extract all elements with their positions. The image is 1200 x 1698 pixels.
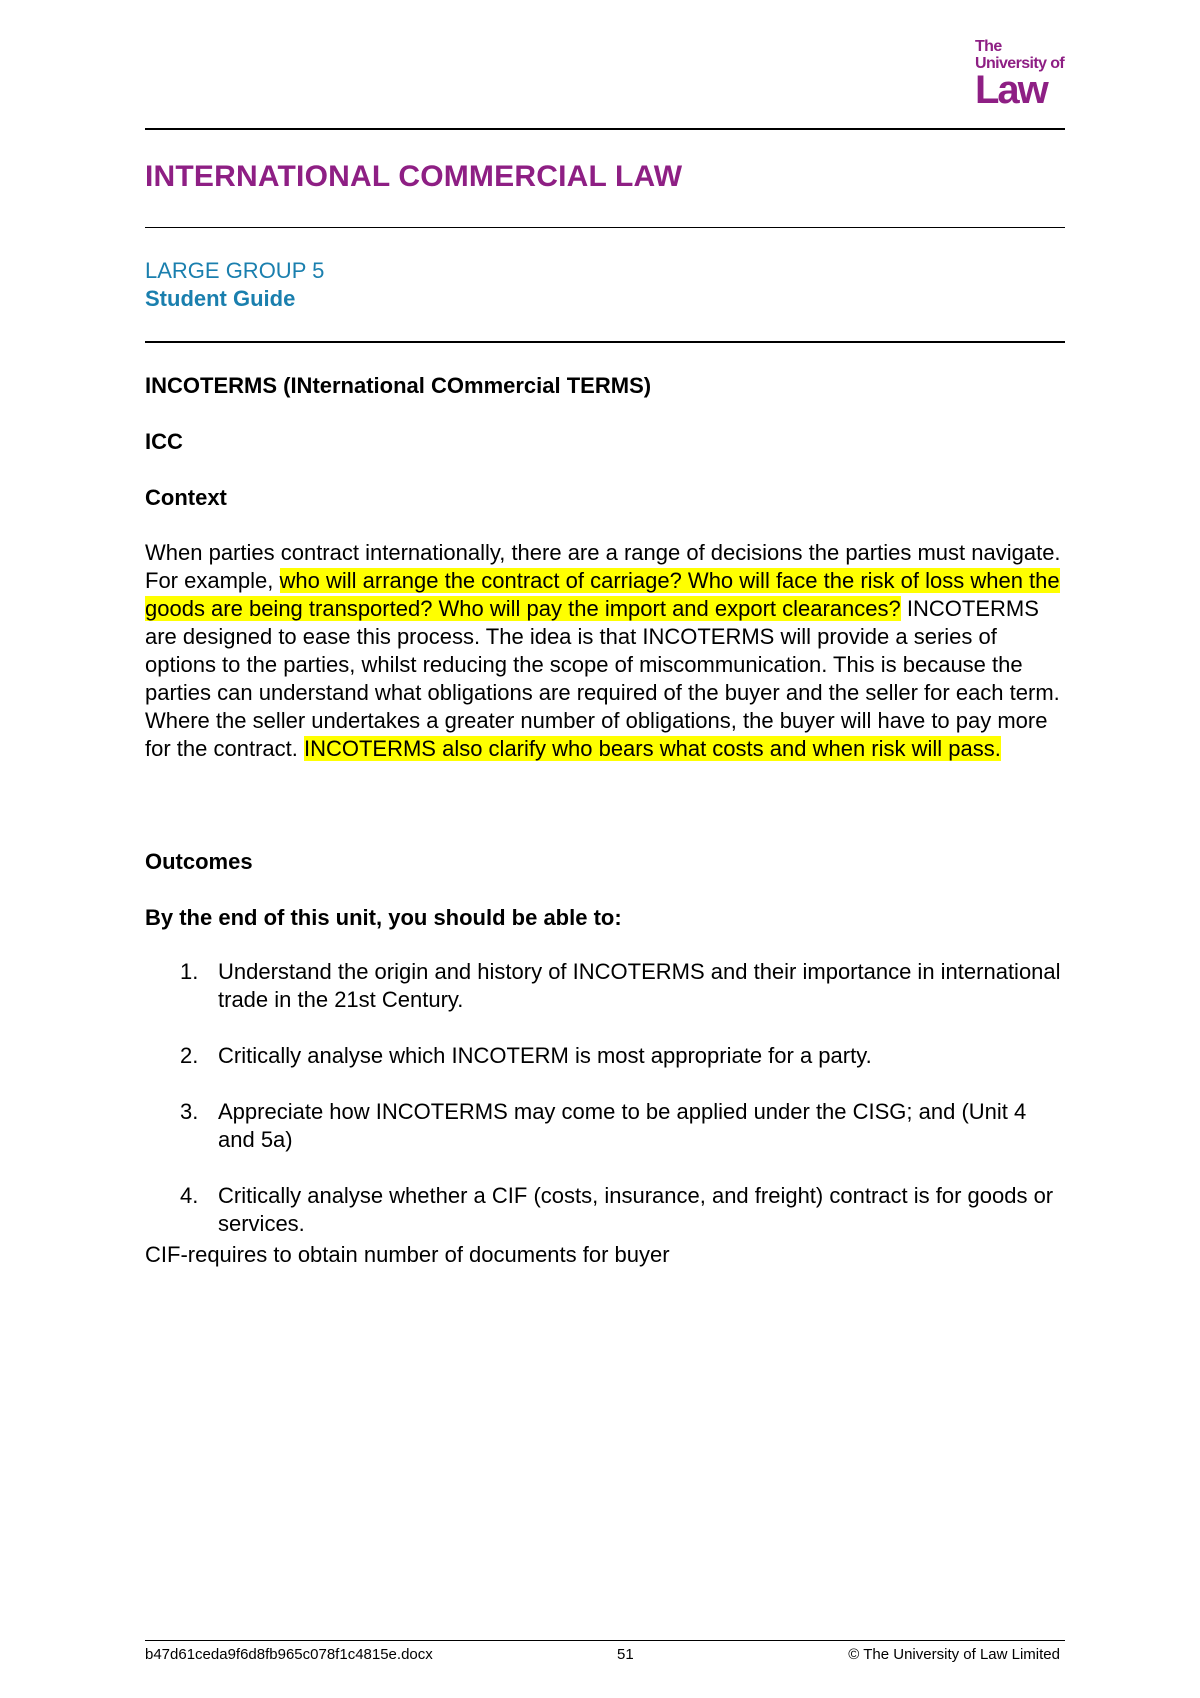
footer-rule: [145, 1640, 1065, 1641]
outcome-item: [145, 1098, 1065, 1154]
icc-heading: ICC: [145, 429, 183, 454]
outcome-item: [145, 958, 1065, 1014]
incoterms-heading: INCOTERMS (INternational COmmercial TERMS): [145, 373, 652, 398]
outcome-number: 2.: [180, 1043, 199, 1068]
context-text-1: When parties contract internationally, there are a range of decisions the parties must navigate. For example,: [145, 540, 1061, 593]
university-of-law-logo: [975, 38, 1067, 112]
context-heading: Context: [145, 485, 227, 510]
outcomes-heading: Outcomes: [145, 849, 253, 874]
outcome-number: 4.: [180, 1183, 199, 1208]
outcome-text: Critically analyse which INCOTERM is most appropriate for a party.: [218, 1043, 872, 1068]
context-text-2: INCOTERMS are designed to ease this process. The idea is that INCOTERMS will provide a series of options to the parties, whilst reducing the scope of miscommunication. This is because the parties can understand what obligations are required of the buyer and the seller for each term. Where the seller undertakes a greater number of obligations, the buyer will have to pay more for the contract.: [145, 596, 1060, 761]
context-paragraph: [145, 539, 1065, 763]
outcome-item: [145, 1182, 1065, 1238]
outcome-item: [145, 1042, 1065, 1070]
outcome-text: Critically analyse whether a CIF (costs, insurance, and freight) contract is for goods or services.: [218, 1183, 1054, 1236]
header-rule-top: [145, 128, 1065, 130]
group-label: LARGE GROUP 5: [145, 258, 325, 283]
header-rule-middle: [145, 227, 1065, 228]
document-subtitle: [145, 257, 324, 313]
footer-filename: b47d61ceda9f6d8fb965c078f1c4815e.docx: [145, 1646, 433, 1663]
outcome-number: 3.: [180, 1099, 199, 1124]
header-rule-bottom: [145, 341, 1065, 343]
footer-page-number: 51: [617, 1646, 634, 1663]
cif-note: CIF-requires to obtain number of documents for buyer: [145, 1242, 670, 1267]
guide-label: Student Guide: [145, 286, 296, 311]
footer-copyright: © The University of Law Limited: [848, 1646, 1060, 1663]
outcomes-intro: By the end of this unit, you should be able to:: [145, 905, 622, 930]
outcome-text: Appreciate how INCOTERMS may come to be applied under the CISG; and (Unit 4 and 5a): [218, 1099, 1027, 1152]
logo-line-2: University of: [975, 55, 1065, 72]
logo-line-1: The: [975, 38, 1002, 55]
outcome-text: Understand the origin and history of INCOTERMS and their importance in international trade in the 21st Century.: [218, 959, 1061, 1012]
outcome-number: 1.: [180, 959, 199, 984]
logo-line-3: Law: [975, 68, 1047, 112]
highlighted-risk-sentence: INCOTERMS also clarify who bears what costs and when risk will pass.: [303, 736, 1001, 761]
document-title: INTERNATIONAL COMMERCIAL LAW: [145, 160, 683, 193]
outcomes-list: [145, 958, 1065, 1238]
highlighted-questions: who will arrange the contract of carriage? Who will face the risk of loss when the goods are being transported? Who will pay the import and export clearances?: [145, 568, 1060, 621]
